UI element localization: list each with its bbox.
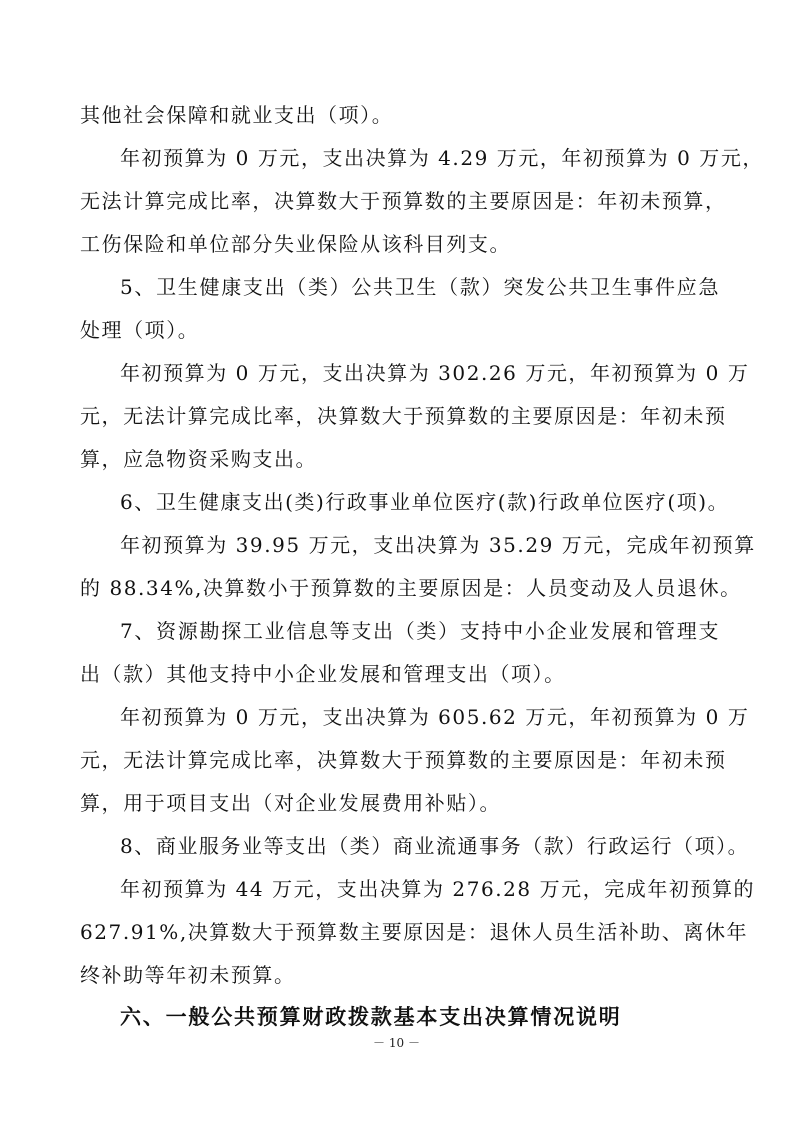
paragraph-line: 年初预算为 39.95 万元，支出决算为 35.29 万元，完成年初预算: [120, 533, 756, 557]
paragraph-line: 年初预算为 0 万元，支出决算为 302.26 万元，年初预算为 0 万: [120, 361, 750, 385]
paragraph-line: 年初预算为 44 万元，支出决算为 276.28 万元，完成年初预算的: [120, 877, 756, 901]
paragraph-line: 元，无法计算完成比率，决算数大于预算数的主要原因是：年初未预: [80, 404, 727, 428]
paragraph-line: 627.91%,决算数大于预算数主要原因是：退休人员生活补助、离休年: [80, 920, 749, 944]
section-item-7: 7、资源勘探工业信息等支出（类）支持中小企业发展和管理支: [120, 619, 720, 643]
section-item-8: 8、商业服务业等支出（类）商业流通事务（款）行政运行（项）。: [120, 834, 750, 858]
section-heading: 六、一般公共预算财政拨款基本支出决算情况说明: [120, 1005, 622, 1029]
paragraph-line: 无法计算完成比率，决算数大于预算数的主要原因是：年初未预算，: [80, 189, 727, 213]
paragraph-line: 算，用于项目支出（对企业发展费用补贴）。: [80, 791, 501, 815]
paragraph-line: 年初预算为 0 万元，支出决算为 4.29 万元，年初预算为 0 万元，: [120, 146, 764, 170]
paragraph-line: 元，无法计算完成比率，决算数大于预算数的主要原因是：年初未预: [80, 748, 727, 772]
paragraph-line: 年初预算为 0 万元，支出决算为 605.62 万元，年初预算为 0 万: [120, 705, 750, 729]
paragraph-line: 的 88.34%,决算数小于预算数的主要原因是：人员变动及人员退休。: [80, 576, 742, 600]
paragraph-line: 算，应急物资采购支出。: [80, 447, 318, 471]
paragraph-line: 出（款）其他支持中小企业发展和管理支出（项）。: [80, 662, 566, 686]
paragraph-line: 其他社会保障和就业支出（项）。: [80, 103, 394, 127]
paragraph-line: 工伤保险和单位部分失业保险从该科目列支。: [80, 232, 511, 256]
section-item-6: 6、卫生健康支出(类)行政事业单位医疗(款)行政单位医疗(项)。: [120, 490, 730, 514]
paragraph-line: 处理（项）。: [80, 318, 200, 342]
paragraph-line: 终补助等年初未预算。: [80, 963, 296, 987]
page-number: － 10 －: [373, 1036, 420, 1050]
section-item-5: 5、卫生健康支出（类）公共卫生（款）突发公共卫生事件应急: [120, 275, 720, 299]
